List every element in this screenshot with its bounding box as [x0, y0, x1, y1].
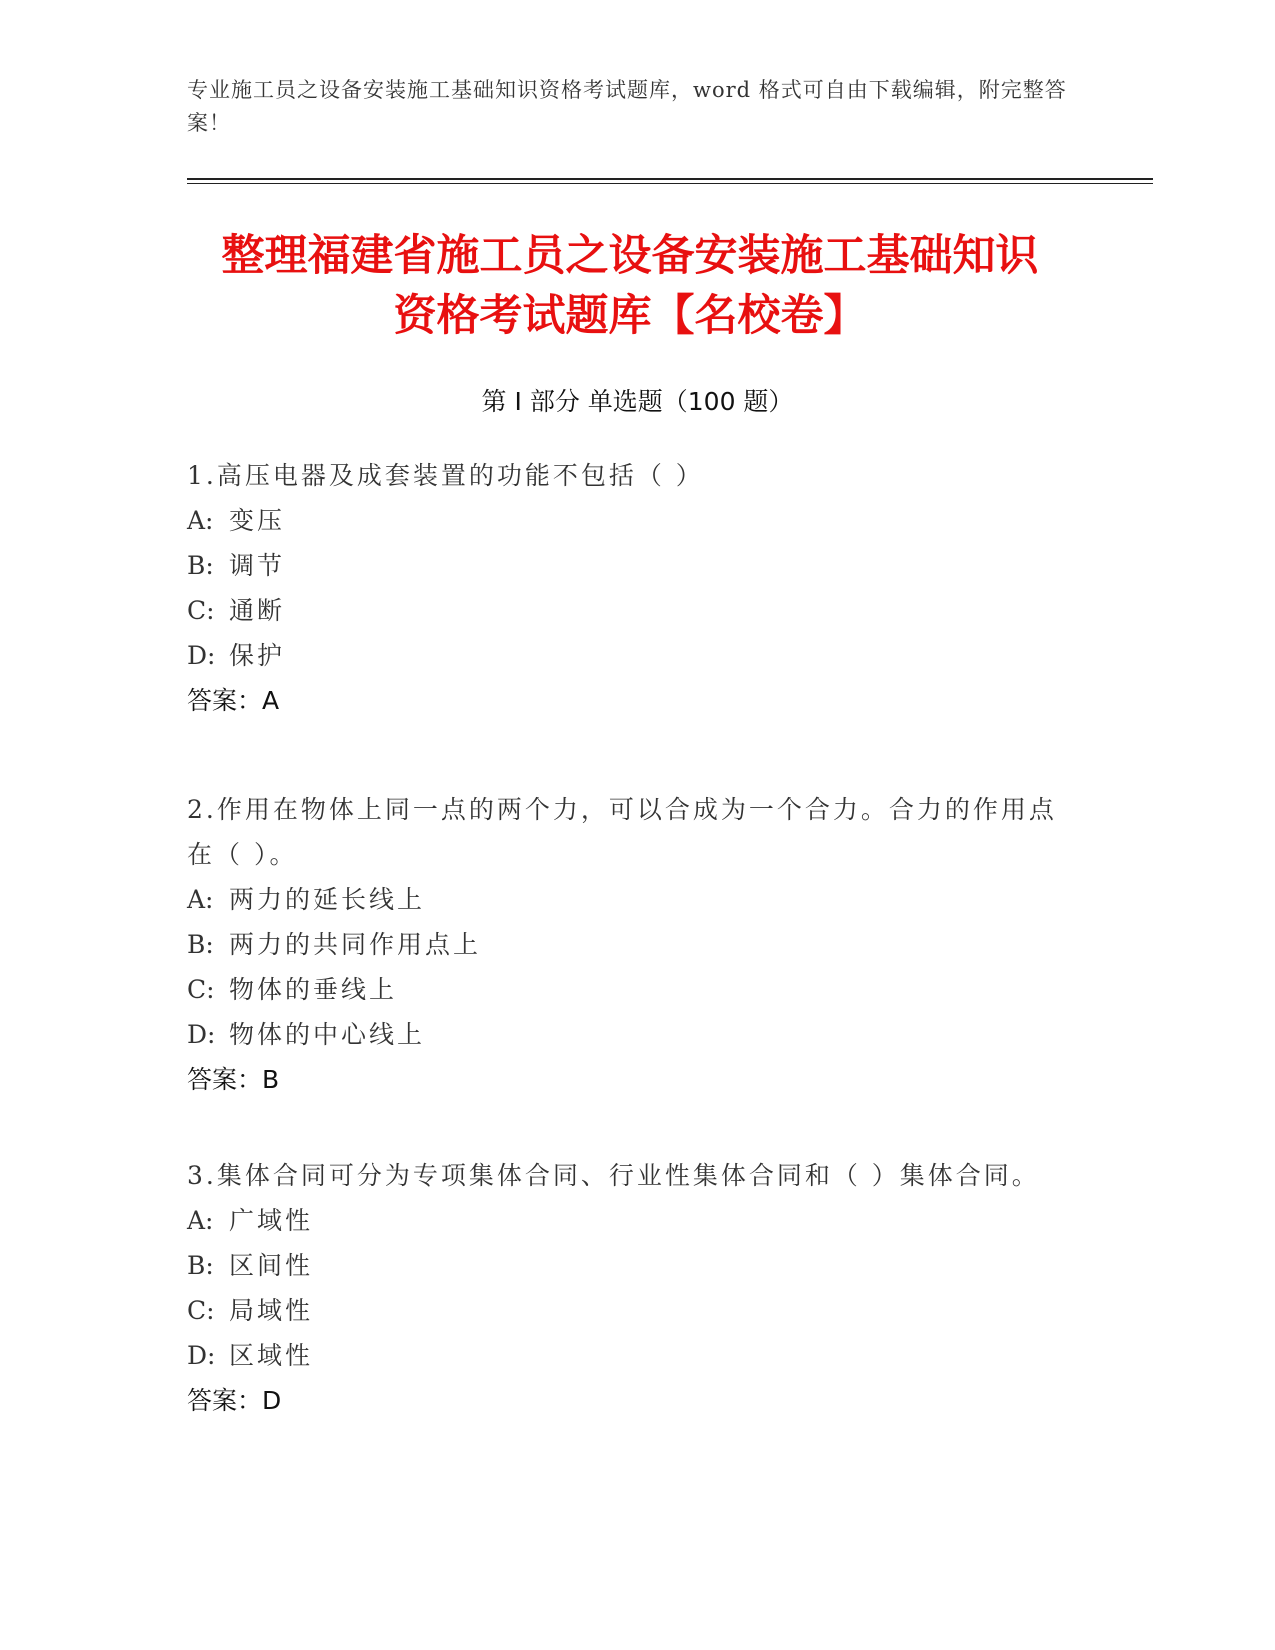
section-title: 第 I 部分 单选题（100 题） [481, 387, 794, 416]
option-d [187, 633, 1067, 678]
question-stem: 1.高压电器及成套装置的功能不包括（ ） [187, 461, 704, 490]
option-text: 两力的延长线上 [229, 885, 426, 914]
option-c [187, 967, 1067, 1012]
option-a [187, 498, 1067, 543]
option-key: D: [187, 1341, 216, 1370]
option-key: C: [187, 1296, 215, 1325]
option-d [187, 1333, 1067, 1378]
option-b [187, 922, 1067, 967]
option-a [187, 1198, 1067, 1243]
document-title-line-2: 资格考试题库【名校卷】 [393, 291, 867, 341]
option-text: 广域性 [229, 1206, 314, 1235]
option-text: 两力的共同作用点上 [229, 930, 482, 959]
question-stem: 3.集体合同可分为专项集体合同、行业性集体合同和（ ）集体合同。 [187, 1161, 1040, 1190]
document-title-line-1: 整理福建省施工员之设备安装施工基础知识 [221, 231, 1039, 281]
option-c [187, 1288, 1067, 1333]
option-key: C: [187, 975, 215, 1004]
option-a [187, 877, 1067, 922]
answer: 答案：B [187, 1065, 280, 1094]
option-d [187, 1012, 1067, 1057]
header-rule-thick [187, 178, 1153, 180]
option-key: B: [187, 930, 214, 959]
option-key: A: [187, 885, 214, 914]
option-text: 区域性 [229, 1341, 314, 1370]
option-text: 调节 [229, 551, 286, 580]
option-text: 局域性 [229, 1296, 314, 1325]
option-key: D: [187, 641, 216, 670]
option-key: C: [187, 596, 215, 625]
question-1 [187, 453, 1067, 723]
option-c [187, 588, 1067, 633]
option-b [187, 543, 1067, 588]
answer: 答案：D [187, 1386, 282, 1415]
header-rule-thin [187, 183, 1153, 184]
document-title [180, 226, 1080, 346]
option-key: B: [187, 551, 214, 580]
question-2 [187, 787, 1067, 1102]
option-text: 区间性 [229, 1251, 314, 1280]
option-key: B: [187, 1251, 214, 1280]
option-text: 保护 [229, 641, 286, 670]
option-b [187, 1243, 1067, 1288]
option-key: A: [187, 506, 214, 535]
option-key: D: [187, 1020, 216, 1049]
option-text: 通断 [229, 596, 286, 625]
option-key: A: [187, 1206, 214, 1235]
option-text: 物体的垂线上 [229, 975, 398, 1004]
option-text: 物体的中心线上 [229, 1020, 426, 1049]
answer: 答案：A [187, 686, 280, 715]
option-text: 变压 [229, 506, 286, 535]
question-stem: 2.作用在物体上同一点的两个力，可以合成为一个合力。合力的作用点在（ ）。 [187, 795, 1057, 869]
header-note: 专业施工员之设备安装施工基础知识资格考试题库，word 格式可自由下载编辑，附完整答案！ [187, 78, 1067, 135]
question-3 [187, 1153, 1067, 1423]
